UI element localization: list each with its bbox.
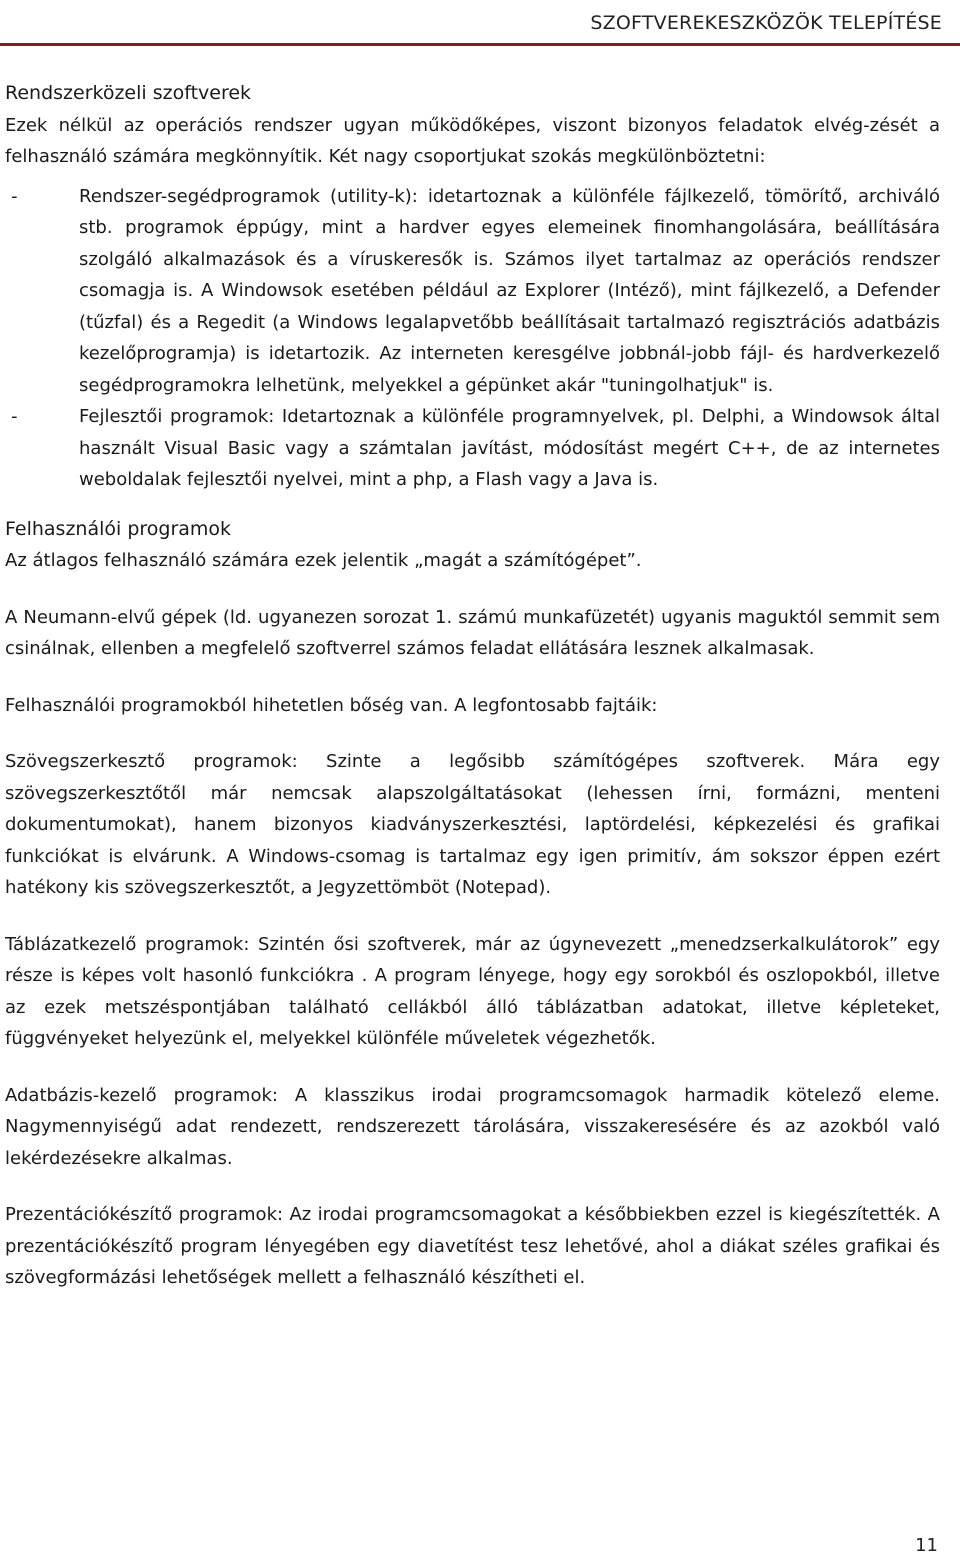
- page-header: [0, 0, 960, 42]
- paragraph: Szövegszerkesztő programok: Szinte a legősibb számítógépes szoftverek. Mára egy szövegszerkesztőtől már nemcsak alapszolgáltatásokat (lehessen írni, formázni, menteni dokumentumokat), hanem bizonyos kiadványszerkesztési, laptördelési, képkezelési és grafikai funkciókat is elvárunk. A Windows-csomag is tartalmaz egy igen primitív, ám sokszor éppen ezért hatékony kis szövegszerkesztőt, a Jegyzettömböt (Notepad).: [5, 751, 940, 898]
- list-dash: -: [11, 406, 18, 427]
- page-number: 11: [915, 1535, 938, 1556]
- section-heading-user-programs: Felhasználói programok: [5, 517, 232, 540]
- paragraph: Táblázatkezelő programok: Szintén ősi szoftverek, már az úgynevezett „menedzserkalkulátorok” egy része is képes volt hasonló funkciókra . A program lényege, hogy egy sorokból és oszlopokból, illetve az ezek metszéspontjában található cellákból álló táblázatban adatokat, illetve képleteket, függvényeket helyezünk el, melyekkel különféle műveletek végezhetők.: [5, 933, 940, 1049]
- list-dash: -: [11, 185, 18, 207]
- paragraph: A Neumann-elvű gépek (ld. ugyanezen sorozat 1. számú munkafüzetét) ugyanis maguktól semmit sem csinálnak, ellenben a megfelelő szoftverrel számos feladat ellátására lesznek alkalmasak.: [5, 606, 940, 659]
- paragraph: Felhasználói programokból hihetetlen bőség van. A legfontosabb fajtáik:: [5, 694, 658, 716]
- list-item: [5, 181, 940, 402]
- page-content: [5, 78, 940, 1319]
- list-item-text: Fejlesztői programok: Idetartoznak a különféle programnyelvek, pl. Delphi, a Windowsok által használt Visual Basic vagy a számtalan javítást, módosítást megért C++, de az internetes weboldalak fejlesztői nyelvei, mint a php, a Flash vagy a Java is.: [79, 406, 940, 490]
- list-item-text: Rendszer-segédprogramok (utility-k): idetartoznak a különféle fájlkezelő, tömörítő, archiváló stb. programok éppúgy, mint a hardver egyes elemeinek finomhangolására, beállítására szolgáló alkalmazások és a víruskeresők is. Számos ilyet tartalmaz az operációs rendszer csomagja is. A Windowsok esetében például az Explorer (Intéző), mint fájlkezelő, a Defender (tűzfal) és a Regedit (a Windows legalapvetőbb beállításait tartalmazó regisztrációs adatbázis kezelőprogramja) is idetartozik. Az interneten keresgélve jobbnál-jobb fájl- és hardverkezelő segédprogramokra lelhetünk, melyekkel a gépünket akár "tuningolhatjuk" is.: [79, 185, 940, 396]
- section-heading-system-software: Rendszerközeli szoftverek: [5, 82, 252, 104]
- header-title: SZOFTVEREKESZKÖZÖK TELEPÍTÉSE: [590, 12, 942, 34]
- list-item: [5, 401, 940, 496]
- paragraph: Adatbázis-kezelő programok: A klasszikus irodai programcsomagok harmadik kötelező eleme. Nagymennyiségű adat rendezett, rendszerezett tárolására, visszakeresésére és az azokból való lekérdezésekre alkalmas.: [5, 1084, 940, 1169]
- software-type-list: [5, 181, 940, 496]
- paragraph: Prezentációkészítő programok: Az irodai programcsomagokat a későbbiekben ezzel is kiegészítették. A prezentációkészítő program lényegében egy diavetítést tesz lehetővé, ahol a diákat széles grafikai és szövegformázási lehetőségek mellett a felhasználó készítheti el.: [5, 1204, 940, 1288]
- header-rule: [0, 43, 960, 46]
- intro-paragraph: Ezek nélkül az operációs rendszer ugyan működőképes, viszont bizonyos feladatok elvég-zését a felhasználó számára megkönnyítik. Két nagy csoportjukat szokás megkülönböztetni:: [5, 114, 940, 167]
- paragraph: Az átlagos felhasználó számára ezek jelentik „magát a számítógépet”.: [5, 550, 642, 571]
